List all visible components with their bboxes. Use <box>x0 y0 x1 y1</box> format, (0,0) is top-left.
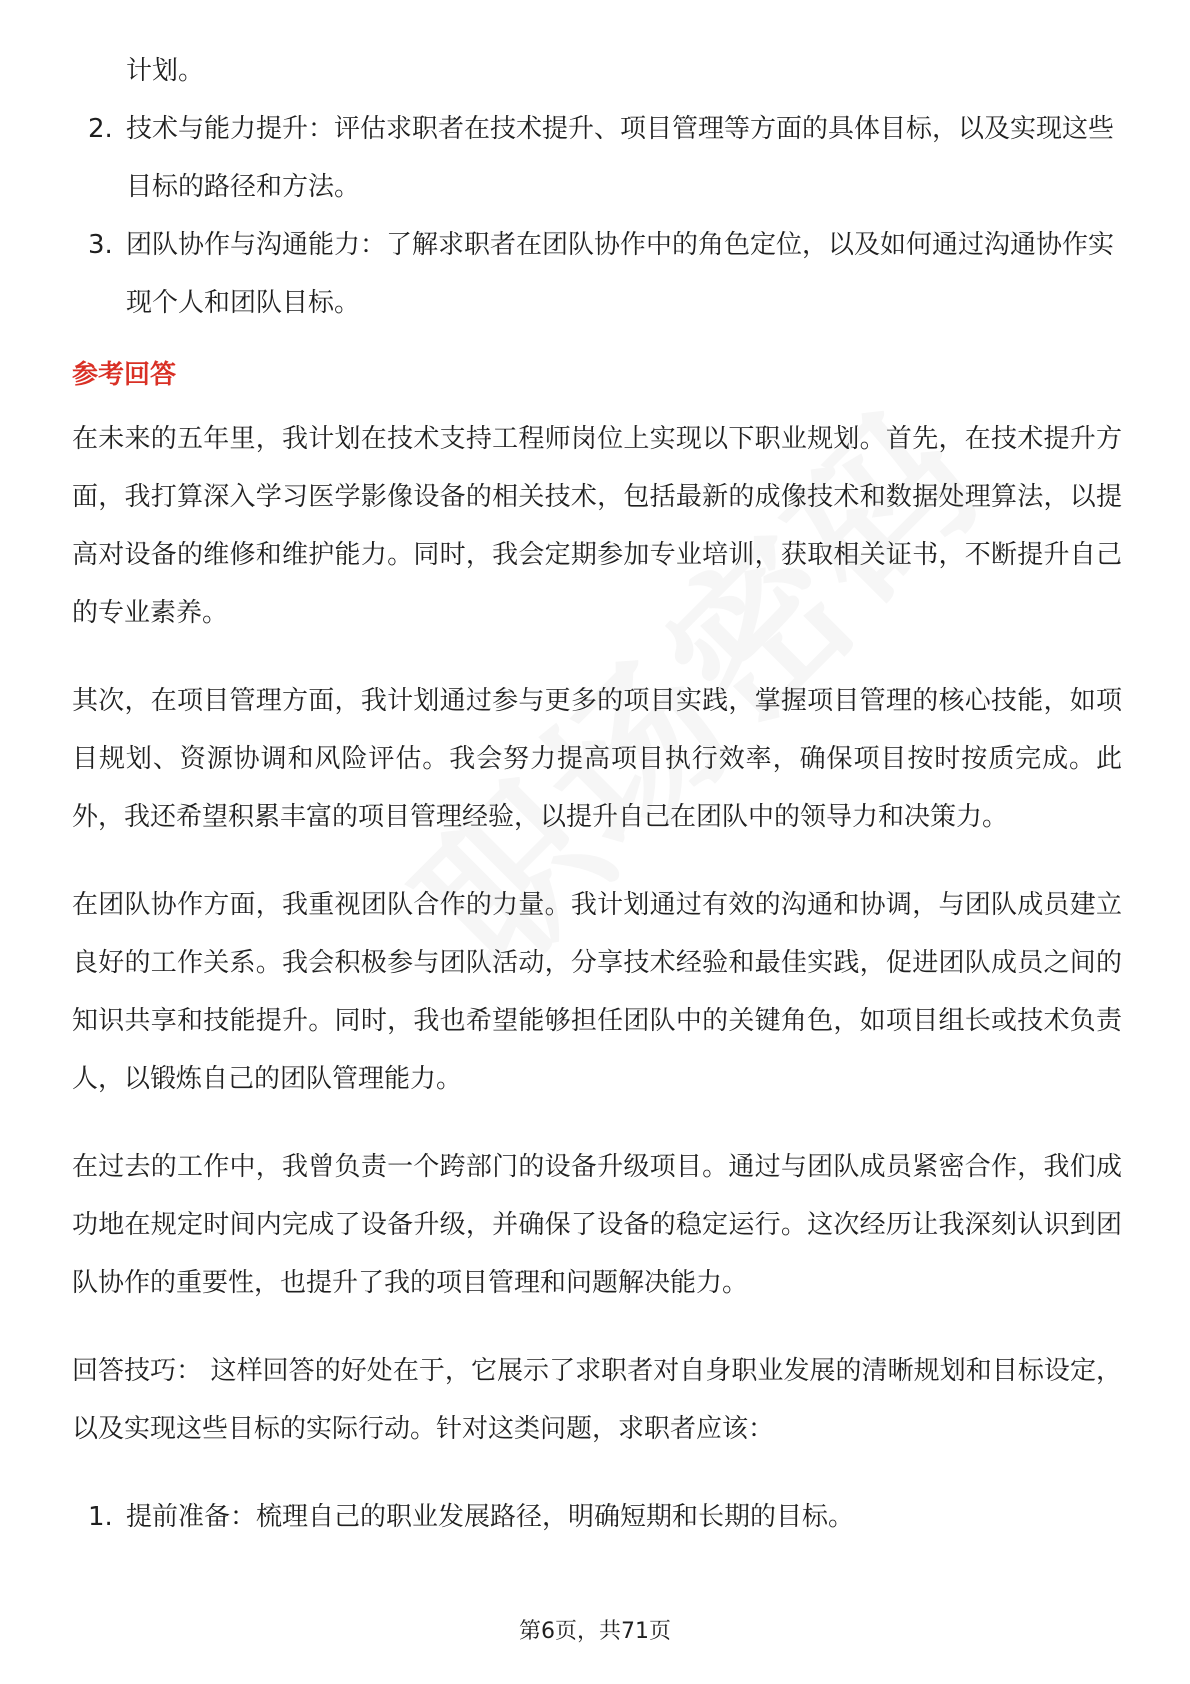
page-footer: 第6页，共71页 <box>519 1619 671 1644</box>
list-number: 3. <box>88 230 113 260</box>
list-item <box>72 216 1122 332</box>
paragraph: 在过去的工作中，我曾负责一个跨部门的设备升级项目。通过与团队成员紧密合作，我们成功地在规定时间内完成了设备升级，并确保了设备的稳定运行。这次经历让我深刻认识到团队协作的重要性，也提升了我的项目管理和问题解决能力。 <box>72 1152 1122 1298</box>
paragraph: 在团队协作方面，我重视团队合作的力量。我计划通过有效的沟通和协调，与团队成员建立良好的工作关系。我会积极参与团队活动，分享技术经验和最佳实践，促进团队成员之间的知识共享和技能提升。同时，我也希望能够担任团队中的关键角色，如项目组长或技术负责人，以锻炼自己的团队管理能力。 <box>72 890 1122 1094</box>
paragraph: 在未来的五年里，我计划在技术支持工程师岗位上实现以下职业规划。首先，在技术提升方面，我打算深入学习医学影像设备的相关技术，包括最新的成像技术和数据处理算法，以提高对设备的维修和维护能力。同时，我会定期参加专业培训，获取相关证书，不断提升自己的专业素养。 <box>72 424 1122 628</box>
list-item <box>72 100 1122 216</box>
list-item-text: 团队协作与沟通能力：了解求职者在团队协作中的角色定位，以及如何通过沟通协作实现个人和团队目标。 <box>126 230 1115 318</box>
list-number: 1. <box>88 1502 113 1532</box>
answer-tips-paragraph: 回答技巧： 这样回答的好处在于，它展示了求职者对自身职业发展的清晰规划和目标设定，以及实现这些目标的实际行动。针对这类问题，求职者应该： <box>72 1356 1122 1444</box>
list-item-text: 技术与能力提升：评估求职者在技术提升、项目管理等方面的具体目标，以及实现这些目标的路径和方法。 <box>126 114 1115 202</box>
paragraph: 其次，在项目管理方面，我计划通过参与更多的项目实践，掌握项目管理的核心技能，如项目规划、资源协调和风险评估。我会努力提高项目执行效率，确保项目按时按质完成。此外，我还希望积累丰富的项目管理经验，以提升自己在团队中的领导力和决策力。 <box>72 686 1122 832</box>
document-body <box>72 42 1122 1546</box>
tips-list <box>72 1488 1122 1546</box>
section-title: 参考回答 <box>72 360 177 390</box>
list-item <box>72 1488 1122 1546</box>
continued-list-text: 计划。 <box>126 56 205 86</box>
focus-list <box>72 100 1122 332</box>
list-item-text: 提前准备：梳理自己的职业发展路径，明确短期和长期的目标。 <box>126 1502 855 1532</box>
list-number: 2. <box>88 114 113 144</box>
